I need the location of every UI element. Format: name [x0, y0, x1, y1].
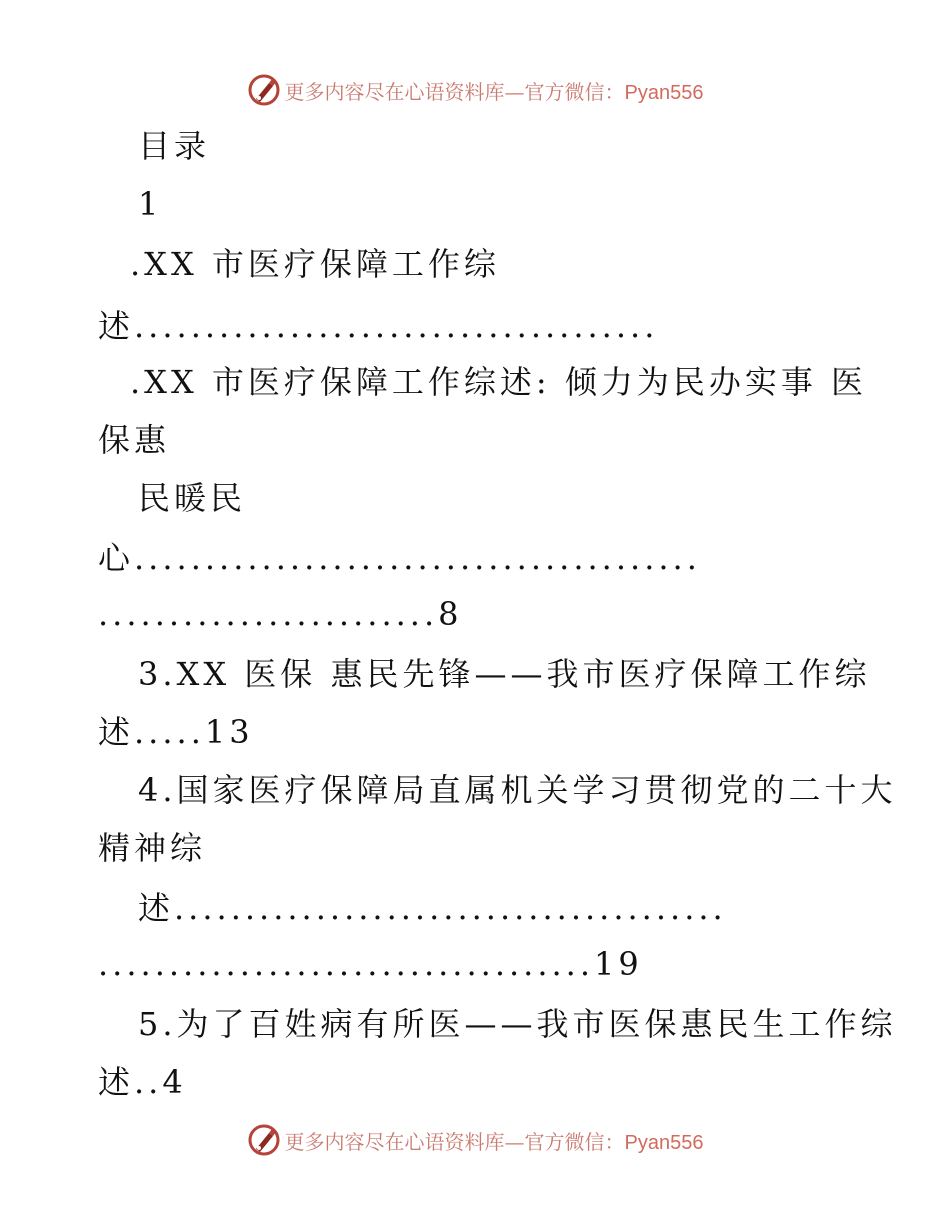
watermark-text: [285, 1126, 704, 1155]
pen-logo-icon: [247, 1123, 281, 1157]
pen-logo-icon: [247, 73, 281, 107]
watermark-text: [285, 76, 704, 105]
toc-line: ........................8: [98, 595, 463, 633]
toc-line: 保惠: [98, 421, 171, 459]
toc-line: 述.....13: [98, 713, 254, 751]
watermark-title: 更多内容尽在心语资料库: [284, 79, 505, 104]
toc-number-line: 1: [138, 185, 163, 223]
watermark-wechat-label: 官方微信：: [524, 1129, 625, 1154]
watermark-wechat-id: Pyan556: [624, 81, 704, 104]
watermark-banner-bottom: [0, 1120, 950, 1160]
toc-line: 述..4: [98, 1063, 187, 1101]
toc-line-text: 述.....................................: [98, 307, 659, 345]
watermark-wechat-id: Pyan556: [624, 1131, 704, 1154]
toc-line: [98, 306, 658, 346]
watermark-separator: —: [504, 79, 525, 104]
toc-heading: 目录: [138, 127, 211, 165]
toc-line: 4.国家医疗保障局直属机关学习贯彻党的二十大: [138, 771, 897, 809]
toc-line: 民暖民: [138, 479, 247, 517]
toc-line: 5.为了百姓病有所医——我市医保惠民生工作综: [138, 1005, 897, 1043]
watermark-wechat-label: 官方微信：: [524, 79, 625, 104]
toc-line: .XX 市医疗保障工作综: [130, 245, 500, 283]
toc-line: 述.......................................: [138, 889, 727, 927]
watermark-banner-top: [0, 70, 950, 110]
toc-line: 心........................................: [98, 539, 701, 577]
toc-line: ...................................19: [98, 945, 643, 983]
toc-line: .XX 市医疗保障工作综述: 倾力为民办实事 医: [130, 363, 868, 401]
toc-line: 精神综: [98, 829, 207, 867]
watermark-title: 更多内容尽在心语资料库: [284, 1129, 505, 1154]
watermark-separator: —: [504, 1129, 525, 1154]
toc-line: 3.XX 医保 惠民先锋——我市医疗保障工作综: [138, 655, 871, 693]
